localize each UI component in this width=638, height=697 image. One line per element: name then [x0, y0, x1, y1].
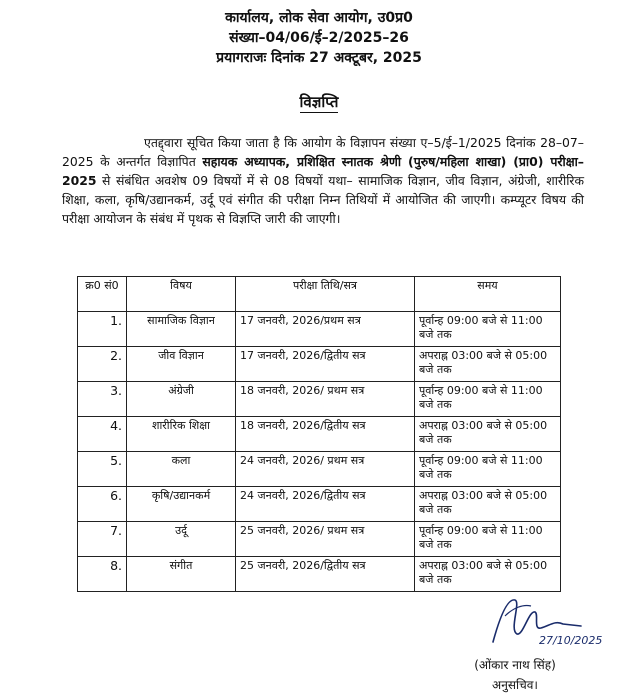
- reference-number: संख्या–04/06/ई–2/2025–26: [229, 30, 409, 46]
- row-subject: कला: [127, 452, 236, 487]
- notice-body: [62, 133, 584, 228]
- row-time: पूर्वान्ह 09:00 बजे से 11:00 बजे तक: [415, 452, 561, 487]
- row-subject: शारीरिक शिक्षा: [127, 417, 236, 452]
- place-date: प्रयागराजः दिनांक 27 अक्टूबर, 2025: [216, 50, 422, 66]
- row-serial: 4.: [78, 417, 127, 452]
- row-date: 18 जनवरी, 2026/ प्रथम सत्र: [236, 382, 415, 417]
- row-subject: कृषि/उद्यानकर्म: [127, 487, 236, 522]
- table-row: [78, 312, 561, 347]
- row-subject: सामाजिक विज्ञान: [127, 312, 236, 347]
- table-row: [78, 347, 561, 382]
- row-time: अपराह्न 03:00 बजे से 05:00 बजे तक: [415, 347, 561, 382]
- handwritten-signature: [485, 590, 615, 648]
- table-row: [78, 557, 561, 592]
- row-date: 17 जनवरी, 2026/प्रथम सत्र: [236, 312, 415, 347]
- table-header-row: [78, 277, 561, 312]
- row-time: अपराह्न 03:00 बजे से 05:00 बजे तक: [415, 557, 561, 592]
- row-time: अपराह्न 03:00 बजे से 05:00 बजे तक: [415, 417, 561, 452]
- row-date: 25 जनवरी, 2026/ प्रथम सत्र: [236, 522, 415, 557]
- row-serial: 8.: [78, 557, 127, 592]
- table-row: [78, 417, 561, 452]
- row-date: 17 जनवरी, 2026/द्वितीय सत्र: [236, 347, 415, 382]
- signatory-designation: अनुसचिव।: [492, 678, 538, 692]
- header-subject: विषय: [127, 277, 236, 312]
- row-serial: 2.: [78, 347, 127, 382]
- row-date: 25 जनवरी, 2026/द्वितीय सत्र: [236, 557, 415, 592]
- table-row: [78, 487, 561, 522]
- row-date: 18 जनवरी, 2026/द्वितीय सत्र: [236, 417, 415, 452]
- row-time: पूर्वान्ह 09:00 बजे से 11:00 बजे तक: [415, 522, 561, 557]
- row-time: पूर्वान्ह 09:00 बजे से 11:00 बजे तक: [415, 382, 561, 417]
- row-serial: 5.: [78, 452, 127, 487]
- table-row: [78, 382, 561, 417]
- body-text-part1: एतद्द्वारा सूचित किया जाता है कि आयोग के विज्ञापन संख्या ए–5/ई–1/2025 दिनांक 28–07–2025 के अन्तर्गत विज्ञापित: [62, 135, 584, 169]
- signatory-name: (ओंकार नाथ सिंह): [474, 658, 556, 672]
- office-header: [0, 8, 638, 68]
- row-time: पूर्वान्ह 09:00 बजे से 11:00 बजे तक: [415, 312, 561, 347]
- row-subject: संगीत: [127, 557, 236, 592]
- signatory-block: [440, 655, 590, 695]
- row-time: अपराह्न 03:00 बजे से 05:00 बजे तक: [415, 487, 561, 522]
- row-subject: जीव विज्ञान: [127, 347, 236, 382]
- body-text-part2: से संबंधित अवशेष 09 विषयों में से 08 विषयों यथा– सामाजिक विज्ञान, जीव विज्ञान, अंग्रेजी, शारीरिक शिक्षा, कला, कृषि/उद्यानकर्म, उर्दू एवं संगीत की परीक्षा निम्न तिथियों में आयोजित की जाएगी। कम्प्यूटर विषय की परीक्षा आयोजन के संबंध में पृथक से विज्ञप्ति जारी की जाएगी।: [62, 173, 584, 226]
- exam-name: सहायक अध्यापक, प्रशिक्षित स्नातक श्रेणी (पुरुष/महिला शाखा) (प्रा0) परीक्षा–2025: [62, 154, 585, 188]
- row-serial: 6.: [78, 487, 127, 522]
- row-serial: 3.: [78, 382, 127, 417]
- row-date: 24 जनवरी, 2026/द्वितीय सत्र: [236, 487, 415, 522]
- row-serial: 7.: [78, 522, 127, 557]
- row-serial: 1.: [78, 312, 127, 347]
- row-subject: अंग्रेजी: [127, 382, 236, 417]
- row-subject: उर्दू: [127, 522, 236, 557]
- row-date: 24 जनवरी, 2026/ प्रथम सत्र: [236, 452, 415, 487]
- notice-title-wrap: [0, 92, 638, 112]
- table-row: [78, 522, 561, 557]
- table-row: [78, 452, 561, 487]
- notice-title: विज्ञप्ति: [299, 93, 339, 111]
- office-name: कार्यालय, लोक सेवा आयोग, उ0प्र0: [225, 10, 413, 26]
- header-serial: क्र0 सं0: [78, 277, 127, 312]
- header-date-session: परीक्षा तिथि/सत्र: [236, 277, 415, 312]
- exam-schedule-table: [77, 276, 561, 592]
- header-time: समय: [415, 277, 561, 312]
- signature-date: 27/10/2025: [539, 634, 603, 647]
